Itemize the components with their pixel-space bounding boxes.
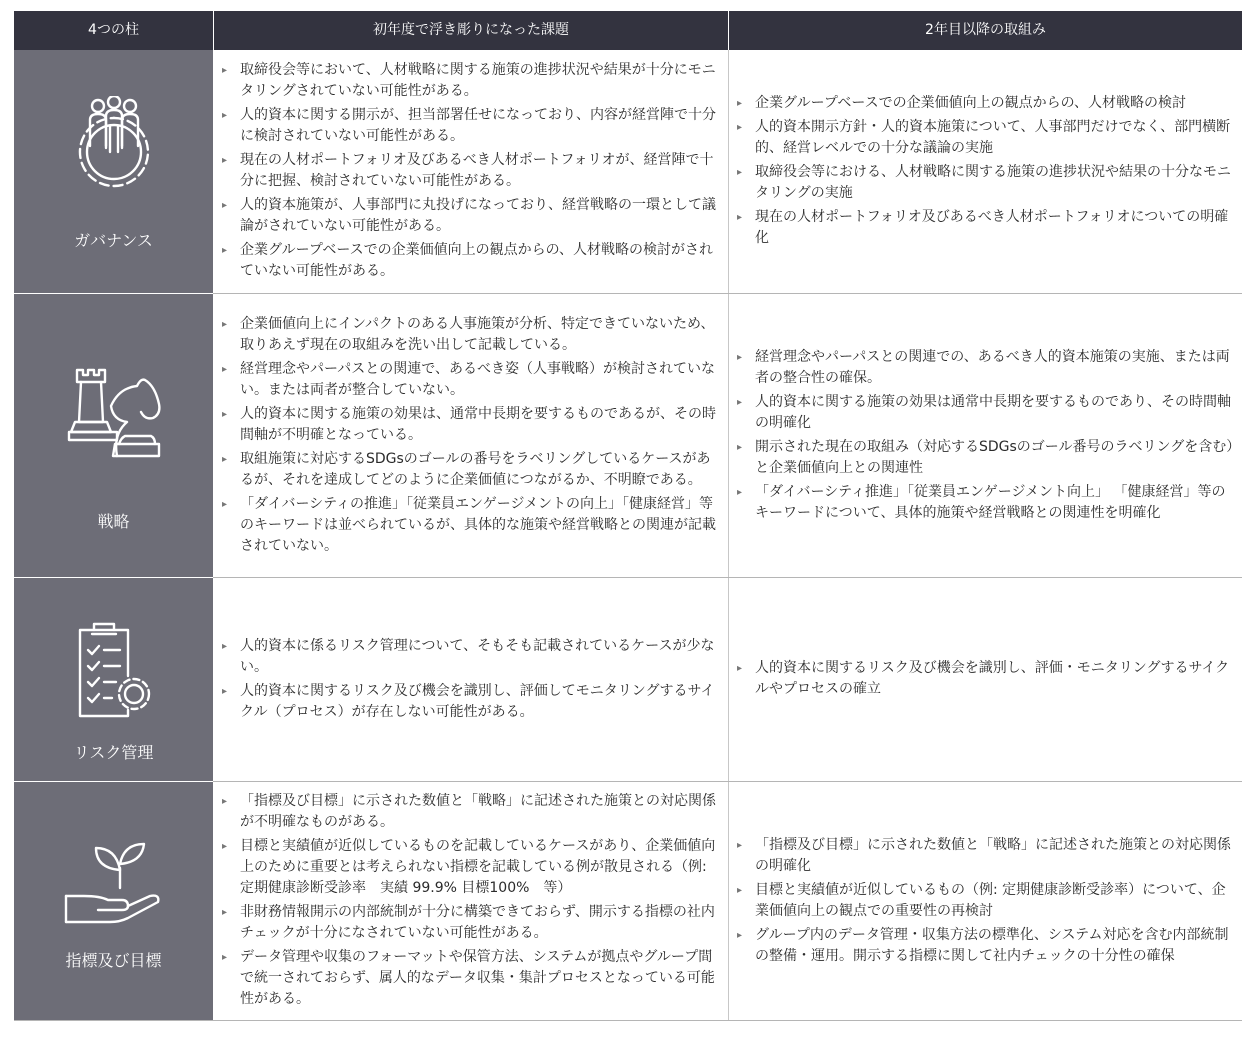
list-item: ▸ 開示された現在の取組み（対応するSDGsのゴール番号のラベリングを含む）と企業価値向上との関連性 bbox=[736, 437, 1236, 479]
chess-pieces-icon bbox=[65, 364, 163, 462]
header-issues: 初年度で浮き彫りになった課題 bbox=[373, 22, 569, 38]
list-item: ▸ 経営理念やパーパスとの関連での、あるべき人的資本施策の実施、または両者の整合性の確保。 bbox=[736, 347, 1236, 389]
list-item: ▸ 人的資本に関するリスク及び機会を識別し、評価・モニタリングするサイクルやプロセスの確立 bbox=[736, 658, 1236, 700]
table-bottom-border bbox=[14, 1020, 1242, 1021]
hand-sprout-icon bbox=[62, 840, 166, 924]
pillar-label-governance: ガバナンス bbox=[74, 231, 153, 250]
list-item: ▸ 取締役会等における、人材戦略に関する施策の進捗状況や結果の十分なモニタリングの実施 bbox=[736, 162, 1236, 204]
pillars-table bbox=[14, 11, 1242, 1021]
list-item: ▸ 「指標及び目標」に示された数値と「戦略」に記述された施策との対応関係の明確化 bbox=[736, 835, 1236, 877]
pillar-cell-strategy bbox=[14, 294, 213, 577]
pillar-cell-metrics-targets bbox=[14, 782, 213, 1020]
list-item: ▸ 人的資本に関する施策の効果は、通常中長期を要するものであるが、その時間軸が不明確となっている。 bbox=[221, 404, 722, 446]
list-item: ▸ 目標と実績値が近似しているものを記載しているケースがあり、企業価値向上のために重要とは考えられない指標を記載している例が散見される（例: 定期健康診断受診率 実績 99.9% 目標100% 等） bbox=[221, 836, 722, 899]
list-item: ▸ 取組施策に対応するSDGsのゴールの番号をラベリングしているケースがあるが、それを達成してどのように企業価値につながるか、不明瞭である。 bbox=[221, 449, 722, 491]
actions-cell-risk-management bbox=[728, 578, 1242, 781]
list-item: ▸ 人的資本に係るリスク管理について、そもそも記載されているケースが少ない。 bbox=[221, 636, 722, 678]
table-header bbox=[14, 11, 1242, 50]
list-item: ▸ 人的資本に関する施策の効果は通常中長期を要するものであり、その時間軸の明確化 bbox=[736, 392, 1236, 434]
issues-cell-strategy bbox=[213, 294, 728, 577]
issues-cell-risk-management bbox=[213, 578, 728, 781]
checklist-gear-icon bbox=[72, 620, 156, 720]
list-item: ▸ 現在の人材ポートフォリオ及びあるべき人材ポートフォリオが、経営陣で十分に把握、検討されていない可能性がある。 bbox=[221, 150, 722, 192]
list-item: ▸ 企業価値向上にインパクトのある人事施策が分析、特定できていないため、取りあえず現在の取組みを洗い出して記載している。 bbox=[221, 314, 722, 356]
actions-cell-strategy bbox=[728, 294, 1242, 577]
list-item: ▸ 目標と実績値が近似しているもの（例: 定期健康診断受診率）について、企業価値向上の観点での重要性の再検討 bbox=[736, 880, 1236, 922]
list-item: ▸ データ管理や収集のフォーマットや保管方法、システムが拠点やグループ間で統一されておらず、属人的なデータ収集・集計プロセスとなっている可能性がある。 bbox=[221, 947, 722, 1010]
list-item: ▸ 人的資本施策が、人事部門に丸投げになっており、経営戦略の一環として議論がされていない可能性がある。 bbox=[221, 195, 722, 237]
row-risk-management bbox=[14, 578, 1242, 781]
list-item: ▸ 「ダイバーシティ推進」「従業員エンゲージメント向上」 「健康経営」等のキーワードについて、具体的施策や経営戦略との関連性を明確化 bbox=[736, 482, 1236, 524]
header-actions: 2年目以降の取組み bbox=[925, 22, 1046, 38]
pillar-label-strategy: 戦略 bbox=[97, 512, 130, 531]
row-metrics-targets bbox=[14, 782, 1242, 1020]
pillar-label-metrics-targets: 指標及び目標 bbox=[65, 951, 162, 970]
list-item: ▸ 非財務情報開示の内部統制が十分に構築できておらず、開示する指標の社内チェックが十分になされていない可能性がある。 bbox=[221, 902, 722, 944]
list-item: ▸ 現在の人材ポートフォリオ及びあるべき人材ポートフォリオについての明確化 bbox=[736, 207, 1236, 249]
list-item: ▸ 取締役会等において、人材戦略に関する施策の進捗状況や結果が十分にモニタリングされていない可能性がある。 bbox=[221, 60, 722, 102]
list-item: ▸ 「ダイバーシティの推進」「従業員エンゲージメントの向上」「健康経営」等のキーワードは並べられているが、具体的な施策や経営戦略との関連が記載されていない。 bbox=[221, 494, 722, 557]
list-item: ▸ 企業グループベースでの企業価値向上の観点からの、人材戦略の検討 bbox=[736, 93, 1236, 114]
pillar-cell-governance bbox=[14, 50, 213, 293]
actions-cell-metrics-targets bbox=[728, 782, 1242, 1020]
list-item: ▸ 「指標及び目標」に示された数値と「戦略」に記述された施策との対応関係が不明確なものがある。 bbox=[221, 791, 722, 833]
row-governance bbox=[14, 50, 1242, 293]
list-item: ▸ 経営理念やパーパスとの関連で、あるべき姿（人事戦略）が検討されていない。または両者が整合していない。 bbox=[221, 359, 722, 401]
pillar-cell-risk-management bbox=[14, 578, 213, 781]
header-pillar: 4つの柱 bbox=[88, 22, 139, 38]
pillar-label-risk-management: リスク管理 bbox=[73, 743, 154, 762]
team-gear-icon bbox=[68, 96, 160, 192]
list-item: ▸ 人的資本に関する開示が、担当部署任せになっており、内容が経営陣で十分に検討されていない可能性がある。 bbox=[221, 105, 722, 147]
list-item: ▸ 人的資本に関するリスク及び機会を識別し、評価してモニタリングするサイクル（プロセス）が存在しない可能性がある。 bbox=[221, 681, 722, 723]
row-strategy bbox=[14, 294, 1242, 577]
issues-cell-governance bbox=[213, 50, 728, 293]
list-item: ▸ 人的資本開示方針・人的資本施策について、人事部門だけでなく、部門横断的、経営レベルでの十分な議論の実施 bbox=[736, 117, 1236, 159]
list-item: ▸ グループ内のデータ管理・収集方法の標準化、システム対応を含む内部統制の整備・運用。開示する指標に関して社内チェックの十分性の確保 bbox=[736, 925, 1236, 967]
actions-cell-governance bbox=[728, 50, 1242, 293]
list-item: ▸ 企業グループベースでの企業価値向上の観点からの、人材戦略の検討がされていない可能性がある。 bbox=[221, 240, 722, 282]
issues-cell-metrics-targets bbox=[213, 782, 728, 1020]
